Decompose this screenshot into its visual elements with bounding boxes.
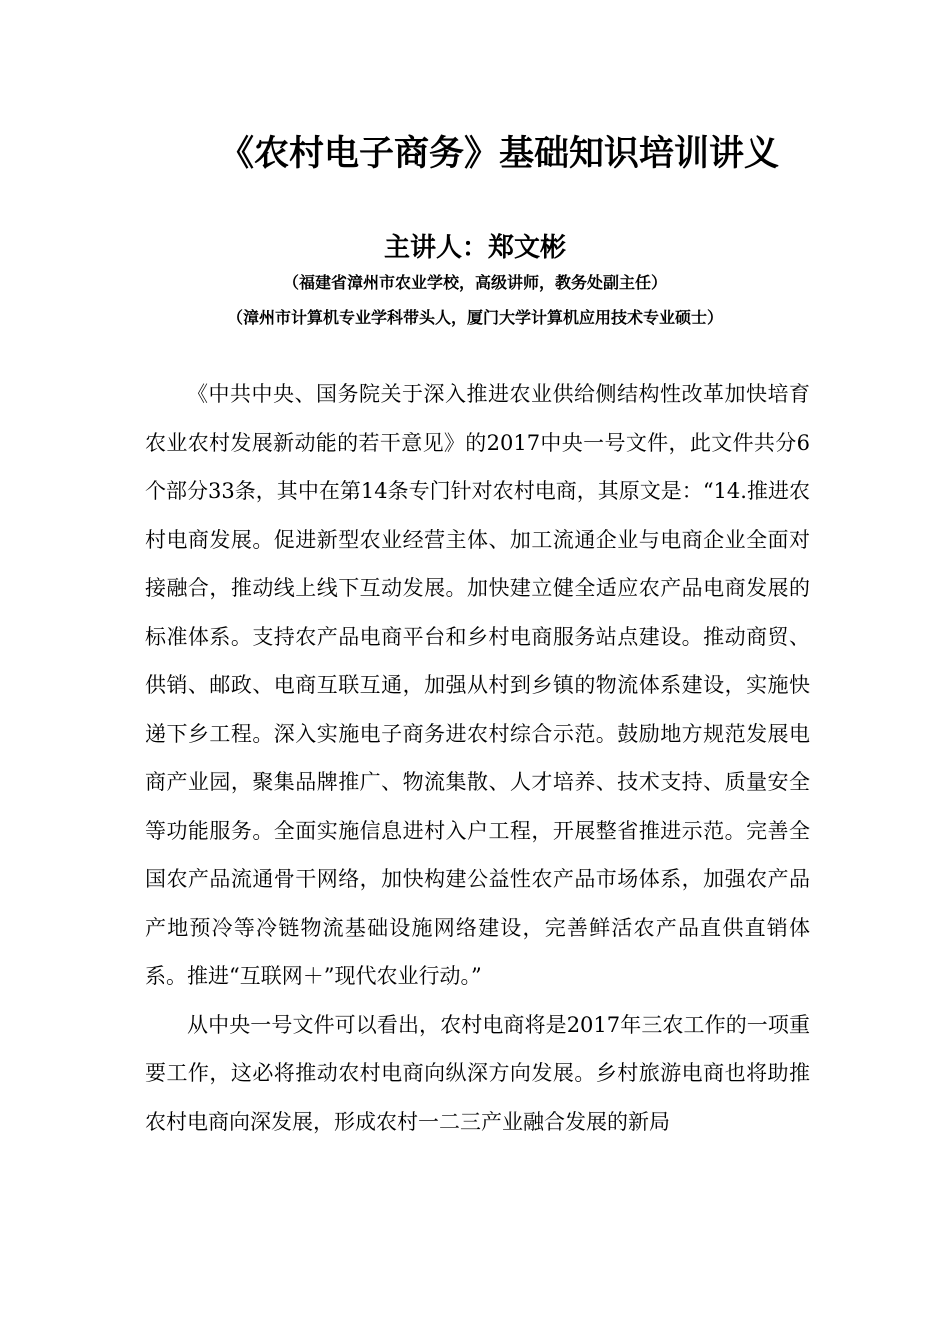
speaker-line: 主讲人：郑文彬 (383, 233, 566, 263)
body-text (145, 370, 810, 1146)
speaker-affiliation-1: （福建省漳州市农业学校，高级讲师，教务处副主任） (282, 273, 667, 292)
paragraph-analysis: 从中央一号文件可以看出，农村电商将是2017年三农工作的一项重要工作，这必将推动农村电商向纵深方向发展。乡村旅游电商也将助推农村电商向深发展，形成农村一二三产业融合发展的新局 (145, 1012, 810, 1134)
speaker-affiliation-2: （漳州市计算机专业学科带头人，厦门大学计算机应用技术专业硕士） (226, 308, 723, 327)
document-title: 《农村电子商务》基础知识培训讲义 (218, 134, 779, 174)
paragraph-policy-quote: 《中共中央、国务院关于深入推进农业供给侧结构性改革加快培育农业农村发展新动能的若干意见》的2017中央一号文件，此文件共分6个部分33条，其中在第14条专门针对农村电商，其原文是：“14.推进农村电商发展。促进新型农业经营主体、加工流通企业与电商企业全面对接融合，推动线上线下互动发展。加快建立健全适应农产品电商发展的标准体系。支持农产品电商平台和乡村电商服务站点建设。推动商贸、供销、邮政、电商互联互通，加强从村到乡镇的物流体系建设，实施快递下乡工程。深入实施电子商务进农村综合示范。鼓励地方规范发展电商产业园，聚集品牌推广、物流集散、人才培养、技术支持、质量安全等功能服务。全面实施信息进村入户工程，开展整省推进示范。完善全国农产品流通骨干网络，加快构建公益性农产品市场体系，加强农产品产地预冷等冷链物流基础设施网络建设，完善鲜活农产品直供直销体系。推进“互联网＋”现代农业行动。” (145, 382, 810, 988)
